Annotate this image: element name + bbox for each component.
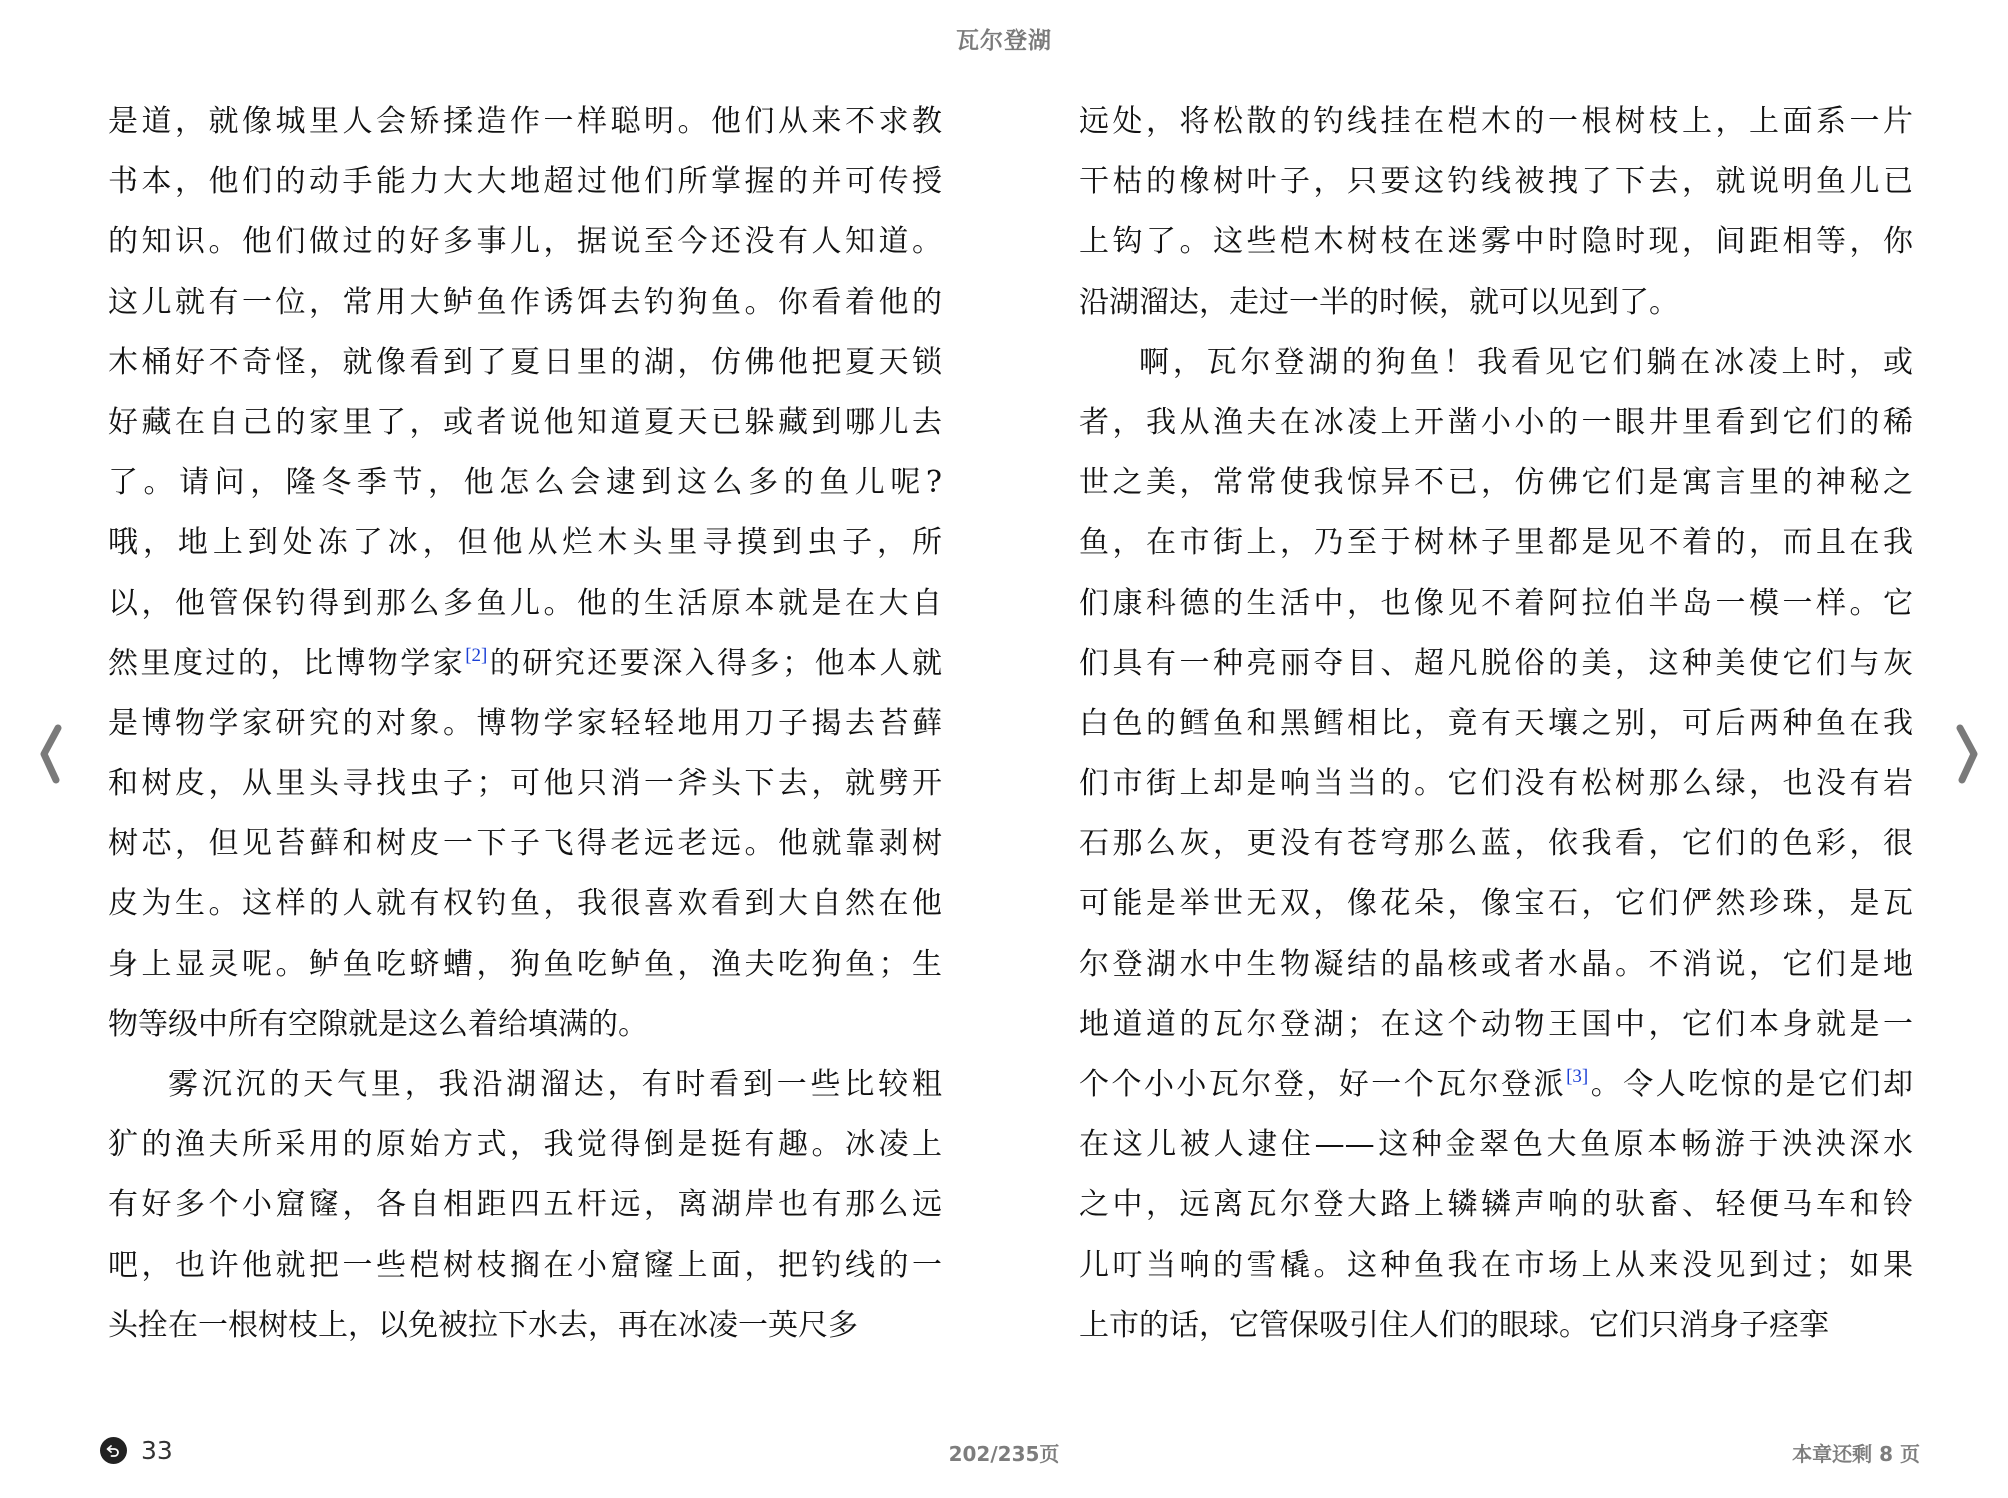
right-page-text	[1079, 92, 1913, 1356]
text-line	[108, 634, 942, 694]
text-line	[1079, 1055, 1913, 1115]
text-line	[1079, 874, 1913, 934]
text-line	[108, 1175, 942, 1235]
text-segment: 石那么灰，更没有苍穹那么蓝，依我看，它们的色彩，很	[1079, 826, 1913, 862]
previous-page-button[interactable]	[30, 718, 70, 788]
text-segment: 干枯的橡树叶子，只要这钓线被拽了下去，就说明鱼儿已	[1079, 164, 1913, 200]
text-line	[108, 453, 942, 513]
text-segment: 了。请问，隆冬季节，他怎么会逮到这么多的鱼儿呢?	[108, 465, 942, 501]
text-line	[108, 333, 942, 393]
text-segment: 树芯，但见苔藓和树皮一下子飞得老远老远。他就靠剥树	[108, 826, 942, 862]
paragraph	[1079, 92, 1913, 333]
page-indicator: 202/235页	[948, 1442, 1060, 1466]
text-segment: 远处，将松散的钓线挂在桤木的一根树枝上，上面系一片	[1079, 104, 1913, 139]
chevron-left-icon	[30, 718, 70, 788]
chapter-remaining: 本章还剩 8 页	[1792, 1442, 1920, 1466]
text-line	[1079, 935, 1913, 995]
text-line	[108, 1296, 942, 1356]
text-line	[108, 874, 942, 934]
text-line	[1079, 814, 1913, 874]
text-segment: 是博物学家研究的对象。博物学家轻轻地用刀子揭去苔藓	[108, 705, 942, 741]
text-segment: 白色的鳕鱼和黑鳕相比，竟有天壤之别，可后两种鱼在我	[1079, 705, 1913, 741]
text-line	[1079, 333, 1913, 393]
text-line	[108, 212, 942, 272]
paragraph	[1079, 333, 1913, 1356]
text-segment: 在这儿被人逮住——这种金翠色大鱼原本畅游于泱泱深水	[1079, 1127, 1913, 1163]
text-segment: 以，他管保钓得到那么多鱼儿。他的生活原本就是在大自	[108, 585, 942, 621]
text-line	[1079, 92, 1913, 152]
back-count: 33	[141, 1436, 173, 1465]
text-segment: 。令人吃惊的是它们却	[1588, 1067, 1914, 1102]
text-line	[108, 513, 942, 573]
text-line	[108, 1236, 942, 1296]
text-line	[1079, 995, 1913, 1055]
text-segment: 地道道的瓦尔登湖；在这个动物王国中，它们本身就是一	[1079, 1006, 1913, 1042]
text-segment: 尔登湖水中生物凝结的晶核或者水晶。不消说，它们是地	[1079, 946, 1913, 982]
text-line	[1079, 152, 1913, 212]
text-segment: 的研究还要深入得多；他本人就	[487, 645, 943, 681]
text-line	[108, 995, 942, 1055]
text-segment: 可能是举世无双，像花朵，像宝石，它们俨然珍珠，是瓦	[1079, 886, 1913, 922]
text-line	[1079, 212, 1913, 272]
text-segment: 鱼，在市街上，乃至于树林子里都是见不着的，而且在我	[1079, 525, 1913, 561]
text-segment: 上市的话，它管保吸引住人们的眼球。它们只消身子痉挛	[1079, 1307, 1829, 1343]
text-segment: 物等级中所有空隙就是这么着给填满的。	[108, 1006, 648, 1042]
text-line	[108, 814, 942, 874]
text-segment: 哦，地上到处冻了冰，但他从烂木头里寻摸到虫子，所	[108, 525, 942, 561]
text-segment: 上钩了。这些桤木树枝在迷雾中时隐时现，间距相等，你	[1079, 224, 1913, 260]
text-line	[1079, 393, 1913, 453]
text-segment: 儿叮当响的雪橇。这种鱼我在市场上从来没见到过；如果	[1079, 1247, 1913, 1283]
text-segment: 沿湖溜达，走过一半的时候，就可以见到了。	[1079, 284, 1679, 320]
text-segment: 的知识。他们做过的好多事儿，据说至今还没有人知道。	[108, 224, 942, 260]
text-line	[108, 152, 942, 212]
text-segment: 们康科德的生活中，也像见不着阿拉伯半岛一模一样。它	[1079, 585, 1913, 621]
text-segment: 啊，瓦尔登湖的狗鱼！我看见它们躺在冰凌上时，或	[1139, 344, 1913, 380]
text-segment: 头拴在一根树枝上，以免被拉下水去，再在冰凌一英尺多	[108, 1307, 858, 1343]
text-segment: 木桶好不奇怪，就像看到了夏日里的湖，仿佛他把夏天锁	[108, 344, 942, 380]
text-line	[108, 393, 942, 453]
paragraph	[108, 92, 942, 1055]
left-page-text	[108, 92, 942, 1356]
text-line	[108, 574, 942, 634]
text-line	[1079, 513, 1913, 573]
text-segment: 皮为生。这样的人就有权钓鱼，我很喜欢看到大自然在他	[108, 886, 942, 922]
text-line	[108, 92, 942, 152]
paragraph	[108, 1055, 942, 1356]
text-line	[108, 754, 942, 814]
book-title: 瓦尔登湖	[956, 28, 1052, 54]
text-segment: 和树皮，从里头寻找虫子；可他只消一斧头下去，就劈开	[108, 766, 942, 802]
next-page-button[interactable]	[1950, 718, 1990, 788]
text-line	[108, 694, 942, 754]
text-line	[1079, 634, 1913, 694]
text-segment: 之中，远离瓦尔登大路上辚辚声响的驮畜、轻便马车和铃	[1079, 1187, 1913, 1223]
text-line	[108, 1115, 942, 1175]
text-segment: 雾沉沉的天气里，我沿湖溜达，有时看到一些比较粗	[168, 1067, 942, 1102]
footnote-link[interactable]: [2]	[465, 644, 488, 666]
text-segment: 身上显灵呢。鲈鱼吃蛴螬，狗鱼吃鲈鱼，渔夫吃狗鱼；生	[108, 946, 942, 982]
text-line	[108, 273, 942, 333]
text-line	[108, 935, 942, 995]
text-line	[1079, 273, 1913, 333]
text-segment: 们具有一种亮丽夺目、超凡脱俗的美，这种美使它们与灰	[1079, 645, 1913, 681]
text-segment: 们市街上却是响当当的。它们没有松树那么绿，也没有岩	[1079, 766, 1913, 802]
text-line	[1079, 574, 1913, 634]
text-line	[108, 1055, 942, 1115]
text-segment: 然里度过的，比博物学家	[108, 645, 466, 681]
text-segment: 这儿就有一位，常用大鲈鱼作诱饵去钓狗鱼。你看着他的	[108, 284, 942, 320]
text-line	[1079, 1175, 1913, 1235]
text-segment: 是道，就像城里人会矫揉造作一样聪明。他们从来不求教	[108, 104, 942, 139]
text-segment: 好藏在自己的家里了，或者说他知道夏天已躲藏到哪儿去	[108, 404, 942, 440]
chevron-right-icon	[1950, 718, 1990, 788]
footnote-link[interactable]: [3]	[1566, 1066, 1589, 1087]
text-line	[1079, 453, 1913, 513]
text-line	[1079, 694, 1913, 754]
text-segment: 犷的渔夫所采用的原始方式，我觉得倒是挺有趣。冰凌上	[108, 1127, 942, 1163]
text-segment: 书本，他们的动手能力大大地超过他们所掌握的并可传授	[108, 164, 942, 200]
text-line	[1079, 1115, 1913, 1175]
text-segment: 有好多个小窟窿，各自相距四五杆远，离湖岸也有那么远	[108, 1187, 942, 1223]
text-segment: 吧，也许他就把一些桤树枝搁在小窟窿上面，把钓线的一	[108, 1247, 942, 1283]
text-line	[1079, 754, 1913, 814]
text-segment: 世之美，常常使我惊异不已，仿佛它们是寓言里的神秘之	[1079, 465, 1913, 501]
text-line	[1079, 1236, 1913, 1296]
text-segment: 个个小小瓦尔登，好一个瓦尔登派	[1079, 1067, 1567, 1102]
text-segment: 者，我从渔夫在冰凌上开凿小小的一眼井里看到它们的稀	[1079, 404, 1913, 440]
text-line	[1079, 1296, 1913, 1356]
